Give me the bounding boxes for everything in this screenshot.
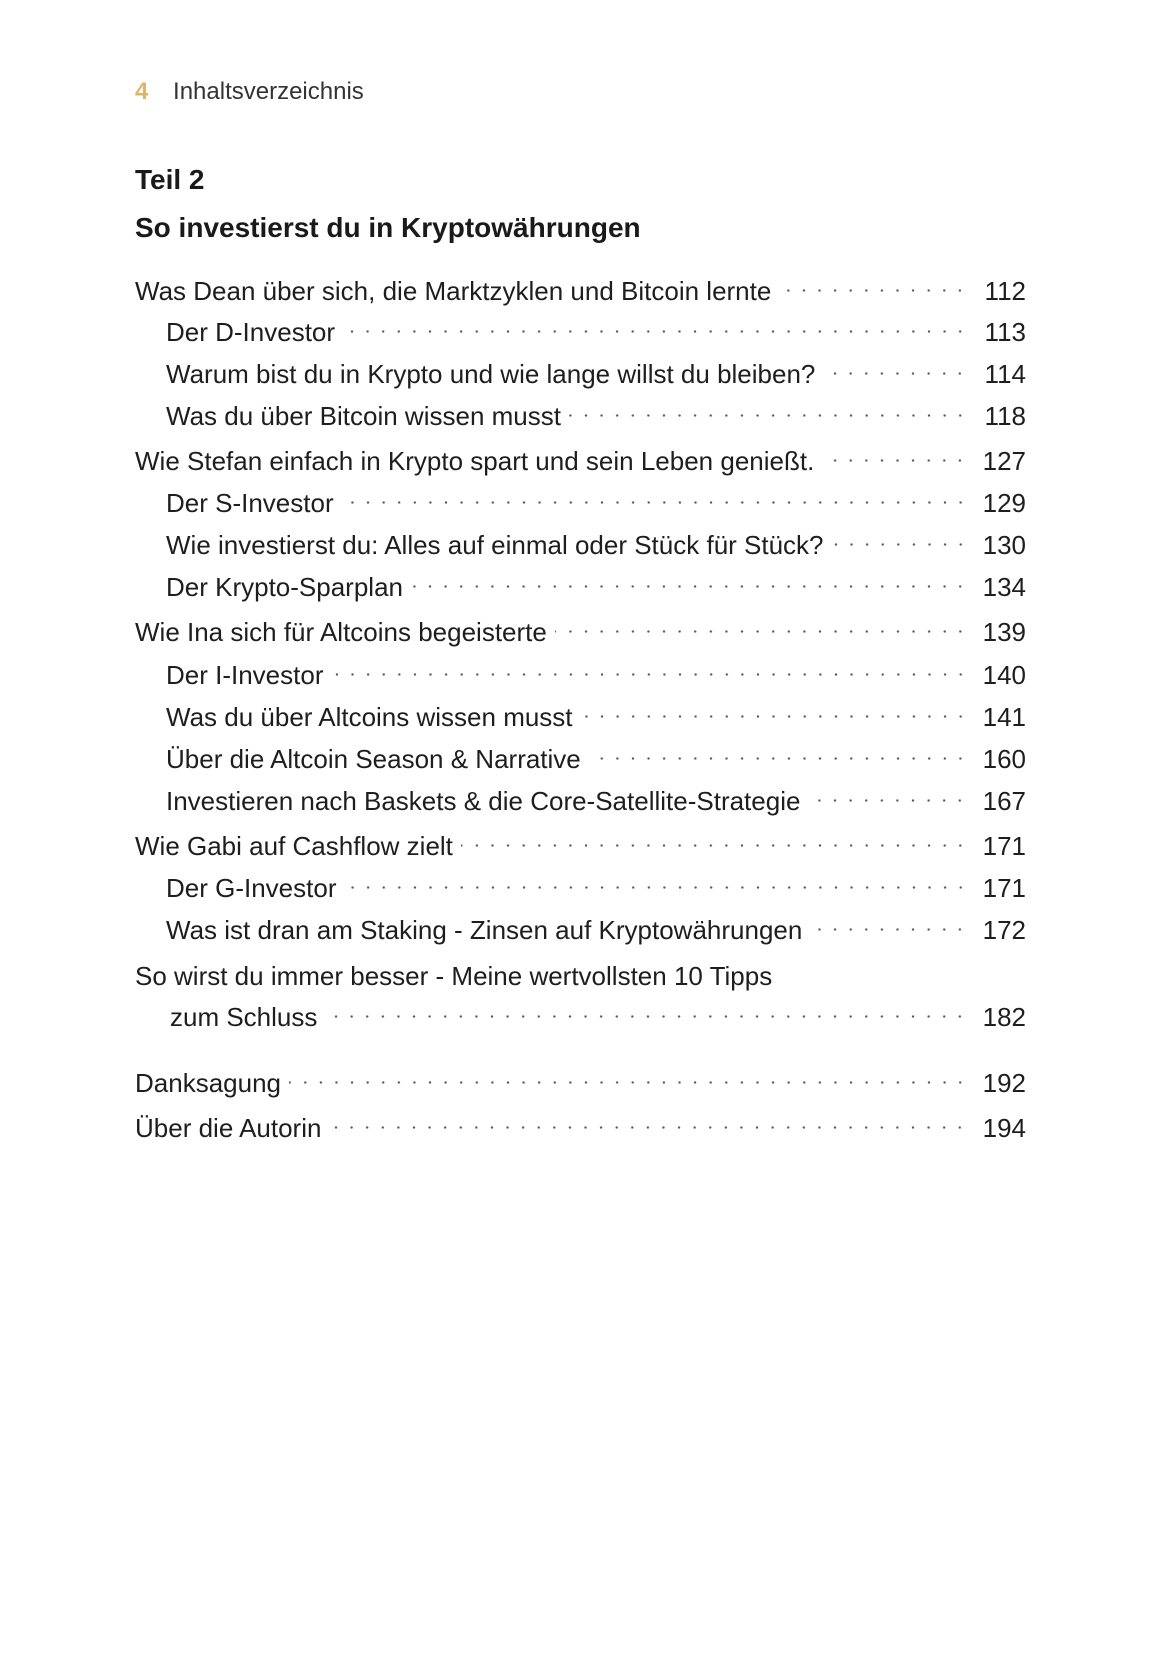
toc-entry[interactable] bbox=[135, 520, 1026, 560]
dot-leader bbox=[289, 1058, 968, 1092]
toc-entry-page: 129 bbox=[982, 488, 1026, 518]
toc-entry-title: Der I-Investor bbox=[166, 660, 324, 690]
toc-entry[interactable] bbox=[135, 776, 1026, 816]
running-header bbox=[135, 76, 364, 108]
part-label: Teil 2 bbox=[135, 164, 205, 195]
toc-entry-page: 134 bbox=[982, 572, 1026, 602]
dot-leader bbox=[332, 650, 969, 684]
toc-entry[interactable] bbox=[135, 607, 1026, 647]
page-number: 4 bbox=[135, 78, 149, 105]
toc-entry-title: Was Dean über sich, die Marktzyklen und Bitcoin lernte bbox=[135, 276, 772, 306]
toc-entry-page: 113 bbox=[984, 317, 1026, 347]
dot-leader bbox=[325, 992, 968, 1026]
toc-entry-title: Wie Stefan einfach in Krypto spart und sein Leben genießt. bbox=[135, 446, 815, 476]
toc-entry-title: Warum bist du in Krypto und wie lange willst du bleiben? bbox=[166, 359, 816, 389]
toc-entry[interactable] bbox=[135, 1058, 1026, 1098]
toc-entry[interactable] bbox=[135, 266, 1026, 306]
toc-entry-page: 167 bbox=[982, 786, 1026, 816]
toc-entry-title: Über die Autorin bbox=[135, 1113, 322, 1143]
toc-entry[interactable] bbox=[135, 436, 1026, 476]
toc-entry-page: 171 bbox=[982, 831, 1026, 861]
part-title: So investierst du in Kryptowährungen bbox=[135, 212, 641, 243]
toc-entry-page: 160 bbox=[982, 744, 1026, 774]
toc-entry-page: 114 bbox=[984, 359, 1026, 389]
dot-leader bbox=[569, 391, 968, 425]
toc-entry-title: Was du über Altcoins wissen musst bbox=[166, 702, 573, 732]
toc-entry-title: So wirst du immer besser - Meine wertvollsten 10 Tipps bbox=[135, 961, 773, 991]
toc-entry[interactable] bbox=[135, 905, 1026, 945]
toc-entry-title: Was ist dran am Staking - Zinsen auf Kryptowährungen bbox=[166, 915, 803, 945]
toc-entry[interactable] bbox=[135, 863, 1026, 903]
toc-entry-page: 139 bbox=[982, 617, 1026, 647]
dot-leader bbox=[343, 307, 968, 341]
toc-entry-page: 172 bbox=[982, 915, 1026, 945]
dot-leader bbox=[810, 905, 968, 939]
dot-leader bbox=[832, 520, 968, 554]
dot-leader bbox=[823, 349, 968, 383]
toc-entry[interactable] bbox=[135, 349, 1026, 389]
toc-entry-title: Investieren nach Baskets & die Core-Satellite-Strategie bbox=[166, 786, 801, 816]
dot-leader bbox=[329, 1103, 968, 1137]
toc-entry-title: Wie Gabi auf Cashflow zielt bbox=[135, 831, 453, 861]
toc-entry[interactable] bbox=[135, 478, 1026, 518]
toc-entry-title: Der D-Investor bbox=[166, 317, 336, 347]
toc-entry-title: Der S-Investor bbox=[166, 488, 334, 518]
dot-leader bbox=[589, 734, 968, 768]
toc-entry[interactable] bbox=[135, 734, 1026, 774]
toc-entry[interactable] bbox=[135, 562, 1026, 602]
toc-entry-page: 194 bbox=[982, 1113, 1026, 1143]
running-title: Inhaltsverzeichnis bbox=[173, 78, 364, 105]
dot-leader bbox=[555, 607, 968, 641]
toc-entry-title: Was du über Bitcoin wissen musst bbox=[166, 401, 561, 431]
dot-leader bbox=[780, 951, 968, 985]
toc-entry[interactable] bbox=[135, 1103, 1026, 1143]
toc-entry-title: zum Schluss bbox=[170, 1002, 318, 1032]
toc-entry-continuation[interactable] bbox=[135, 992, 1026, 1032]
toc-entry-page: 140 bbox=[982, 660, 1026, 690]
toc-entry-title: Der Krypto-Sparplan bbox=[166, 572, 403, 602]
toc-entry-title: Danksagung bbox=[135, 1068, 281, 1098]
toc-entry[interactable] bbox=[135, 692, 1026, 732]
toc-entry[interactable] bbox=[135, 307, 1026, 347]
toc-entry-title: Über die Altcoin Season & Narrative bbox=[166, 744, 581, 774]
toc-entry[interactable] bbox=[135, 821, 1026, 861]
dot-leader bbox=[808, 776, 968, 810]
toc-entry-page: 171 bbox=[982, 873, 1026, 903]
toc-entry[interactable] bbox=[135, 391, 1026, 431]
dot-leader bbox=[779, 266, 968, 300]
toc-entry-title: Wie Ina sich für Altcoins begeisterte bbox=[135, 617, 547, 647]
toc-entry-page: 192 bbox=[982, 1068, 1026, 1098]
toc-entry[interactable] bbox=[135, 951, 1026, 991]
dot-leader bbox=[342, 478, 968, 512]
toc-entry[interactable] bbox=[135, 650, 1026, 690]
dot-leader bbox=[345, 863, 969, 897]
toc-entry-page: 118 bbox=[984, 401, 1026, 431]
toc-entry-page: 182 bbox=[982, 1002, 1026, 1032]
toc-entry-title: Der G-Investor bbox=[166, 873, 337, 903]
dot-leader bbox=[461, 821, 968, 855]
dot-leader bbox=[581, 692, 968, 726]
toc-entry-page: 112 bbox=[984, 276, 1026, 306]
toc-entry-title: Wie investierst du: Alles auf einmal oder Stück für Stück? bbox=[166, 530, 824, 560]
dot-leader bbox=[822, 436, 968, 470]
toc-entry-page: 130 bbox=[982, 530, 1026, 560]
dot-leader bbox=[411, 562, 968, 596]
toc-entry-page: 127 bbox=[982, 446, 1026, 476]
toc-entry-page: 141 bbox=[982, 702, 1026, 732]
